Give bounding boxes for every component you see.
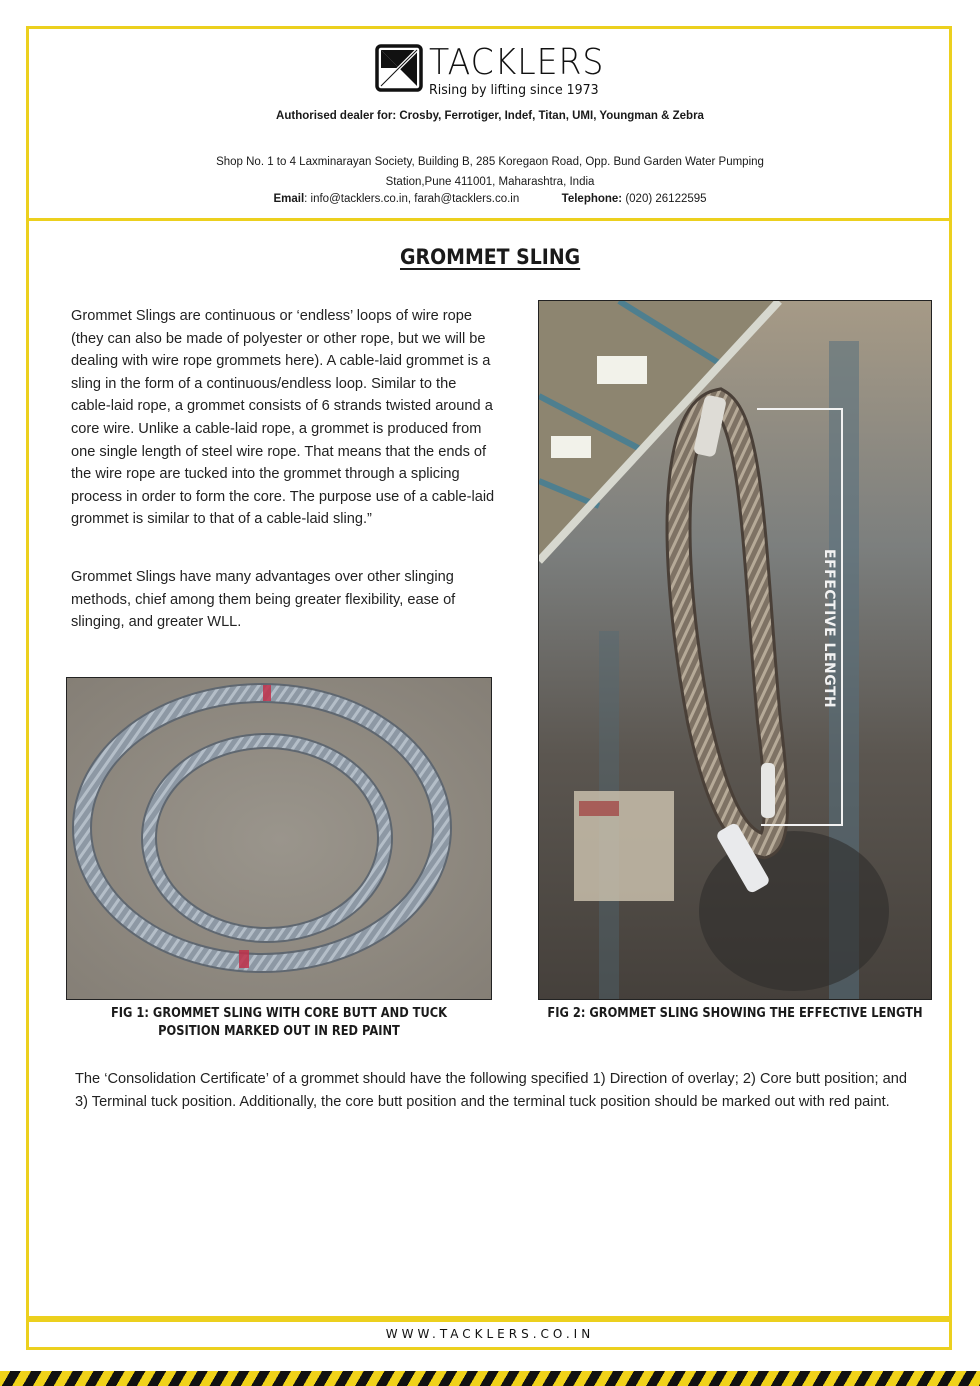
website-url[interactable]: WWW.TACKLERS.CO.IN (385, 1327, 595, 1341)
header-divider (26, 218, 952, 221)
dealer-line: Authorised dealer for: Crosby, Ferrotiger, Indef, Titan, UMI, Youngman & Zebra (276, 110, 704, 122)
hanging-sling-illustration (539, 301, 932, 1000)
email-label: Email (273, 193, 305, 205)
tacklers-logo-icon (375, 44, 423, 92)
brand-name: TACKLERS (429, 42, 605, 83)
red-paint-mark-top (263, 685, 271, 701)
red-paint-mark-bottom (239, 950, 249, 968)
telephone-label: Telephone: (561, 193, 623, 205)
certificate-paragraph: The ‘Consolidation Certificate’ of a grommet should have the following specified 1) Direction of overlay; 2) Core butt position; and 3) Terminal tuck position. Additionally, the core butt position and the terminal tuck position should be marked out with red paint. (75, 1071, 907, 1110)
intro-paragraph: Grommet Slings are continuous or ‘endless’ loops of wire rope (they can also be made of polyester or other rope, but we will be dealing with wire rope grommets here). A cable-laid grommet is a sling in the form of a continuous/endless loop. Similar to the cable-laid rope, a grommet consists of 6 strands twisted around a core wire. Unlike a cable-laid rope, a grommet is produced from one single length of steel wire rope. That means that the ends of the wire rope are tucked into the grommet through a splicing process in order to form the core. The purpose use of a cable-laid grommet is similar to that of a cable-laid sling.” (71, 308, 495, 528)
figure-1-image (66, 677, 492, 1000)
page-title: GROMMET SLING (399, 245, 581, 269)
address-line-2: Station,Pune 411001, Maharashtra, India (385, 176, 595, 188)
address-line-1: Shop No. 1 to 4 Laxminarayan Society, Building B, 285 Koregaon Road, Opp. Bund Garden Water Pumping (216, 156, 764, 168)
telephone-value[interactable]: (020) 26122595 (622, 193, 707, 205)
brand-logo (375, 44, 620, 98)
email-value[interactable]: : info@tacklers.co.in, farah@tacklers.co.in (304, 193, 520, 205)
footer-divider (26, 1319, 952, 1322)
hazard-stripe (0, 1371, 980, 1386)
effective-length-label: EFFECTIVE LENGTH (821, 549, 837, 709)
figure-1-caption: FIG 1: GROMMET SLING WITH CORE BUTT AND TUCK POSITION MARKED OUT IN RED PAINT (110, 1006, 448, 1039)
address (0, 152, 980, 192)
advantages-paragraph: Grommet Slings have many advantages over other slinging methods, chief among them being greater flexibility, ease of slinging, and greater WLL. (71, 569, 456, 631)
brand-tagline: Rising by lifting since 1973 (429, 82, 599, 98)
contact-line (0, 193, 980, 205)
figure-2-caption: FIG 2: GROMMET SLING SHOWING THE EFFECTIVE LENGTH (547, 1006, 923, 1021)
figure-2-image (538, 300, 932, 1000)
grommet-rings-illustration (67, 678, 492, 1000)
